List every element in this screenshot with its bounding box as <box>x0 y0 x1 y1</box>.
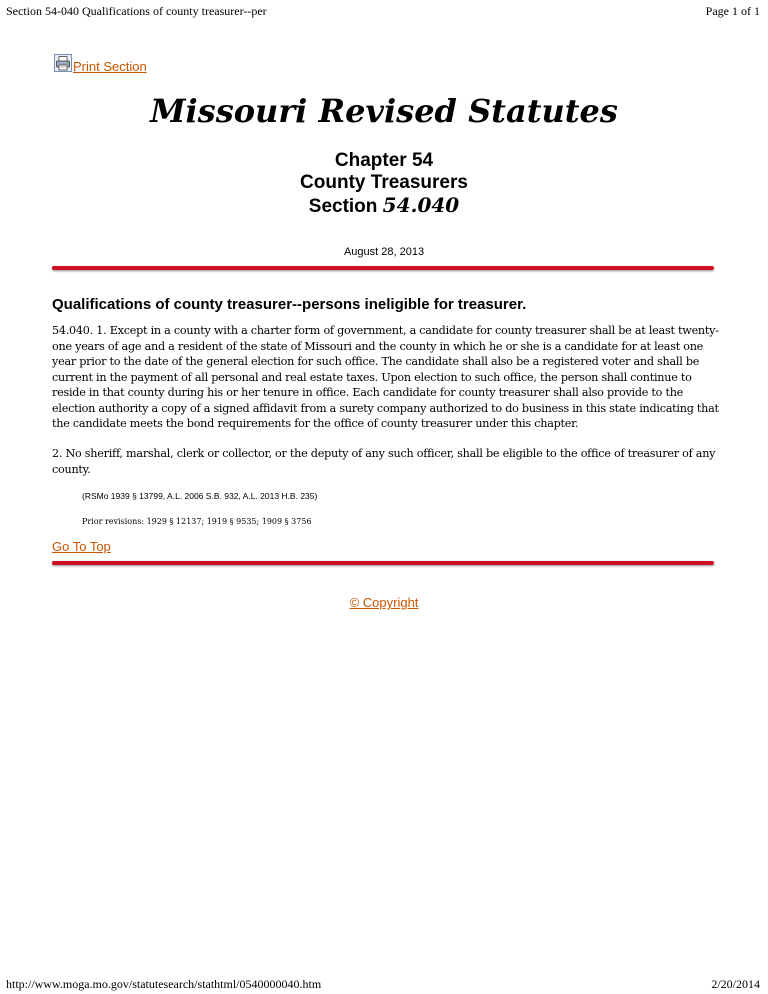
divider-bottom <box>52 561 714 565</box>
page-url: http://www.moga.mo.gov/statutesearch/stathtml/0540000040.htm <box>6 977 322 991</box>
section-heading: Qualifications of county treasurer--persons ineligible for treasurer. <box>52 296 527 313</box>
chapter-number: Chapter 54 <box>334 150 434 171</box>
print-header <box>0 0 768 22</box>
effective-date: August 28, 2013 <box>343 246 425 258</box>
section-line <box>0 194 768 218</box>
chapter-name: County Treasurers <box>300 172 468 193</box>
print-section-label[interactable]: Print Section <box>73 59 147 74</box>
statute-paragraph-2: 2. No sheriff, marshal, clerk or collector, or the deputy of any such officer, shall be eligible to the office of treasurer of any county. <box>52 447 716 476</box>
copyright-link[interactable]: © Copyright <box>349 595 419 610</box>
page-title: Missouri Revised Statutes <box>150 92 618 130</box>
printer-icon[interactable] <box>54 54 72 72</box>
print-date: 2/20/2014 <box>711 977 760 991</box>
prior-revisions: Prior revisions: 1929 § 12137; 1919 § 9535; 1909 § 3756 <box>82 517 312 526</box>
copyright-block <box>0 595 768 610</box>
print-section-link[interactable] <box>54 52 147 74</box>
section-number: 54.040 <box>382 193 460 217</box>
go-to-top-link[interactable]: Go To Top <box>52 539 111 554</box>
chapter-block <box>0 150 768 218</box>
section-label: Section <box>308 196 378 217</box>
divider-top <box>52 266 714 270</box>
print-footer <box>0 975 768 993</box>
statute-paragraph-1: 54.040. 1. Except in a county with a charter form of government, a candidate for county treasurer shall be at least twenty-one years of age and a resident of the state of Missouri and the county in which he or she is a candidate for at least one year prior to the date of the general election for such office. The candidate shall also be a registered voter and shall be current in the payment of all personal and real estate taxes. Upon election to such office, the person shall continue to reside in that county during his or her tenure in office. Each candidate for county treasurer shall also provide to the election authority a copy of a signed affidavit from a surety company authorized to do business in this state indicating that the candidate meets the bond requirements for the office of county treasurer under this chapter. <box>52 324 719 430</box>
page-title-header: Section 54-040 Qualifications of county treasurer--per <box>6 4 267 18</box>
page-count: Page 1 of 1 <box>705 4 760 18</box>
citation: (RSMo 1939 § 13799, A.L. 2006 S.B. 932, A.L. 2013 H.B. 235) <box>82 491 318 501</box>
